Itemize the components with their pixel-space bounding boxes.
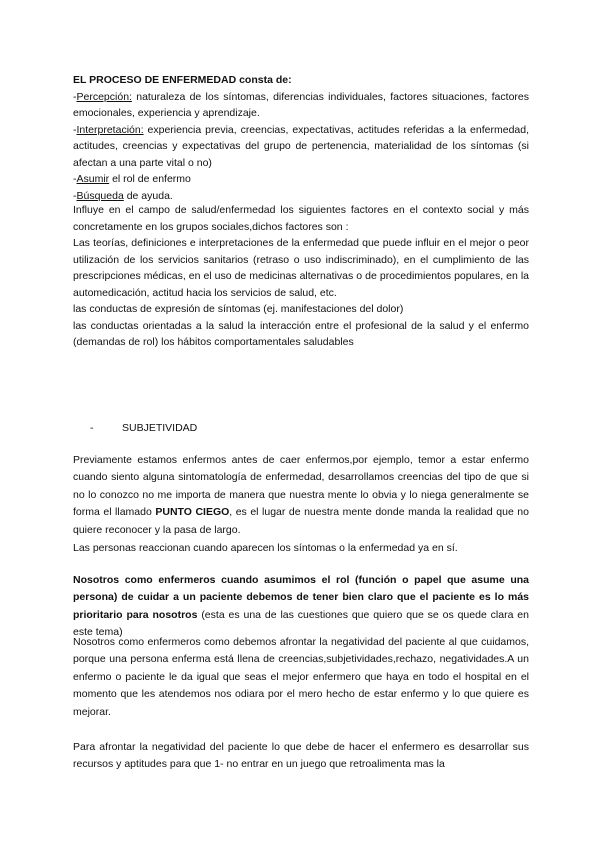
- term-asumir: Asumir: [76, 173, 110, 185]
- item-asumir: [73, 171, 529, 188]
- section-proceso-enfermedad: [73, 72, 529, 204]
- factores-expresion: las conductas de expresión de síntomas (ej. manifestaciones del dolor): [73, 303, 404, 315]
- paragraph-reaccion: [73, 540, 529, 557]
- text-run: (esta es una de las cuestiones que quiero que se os quede clara en este tema): [73, 608, 529, 639]
- item-dash: -: [73, 123, 77, 136]
- subjetividad-title: SUBJETIVIDAD: [122, 422, 198, 434]
- term-percepcion: Percepción:: [76, 90, 132, 103]
- text-run: Las personas reaccionan cuando aparecen los síntomas o la enfermedad ya en sí.: [73, 542, 458, 554]
- factores-intro: Influye en el campo de salud/enfermedad los siguientes factores en el contexto social y más concretamente en los grupos sociales,dichos factores son :: [73, 204, 529, 233]
- text-run: Previamente estamos enfermos antes de caer enfermos,por ejemplo, temor a estar enfermo cuando siento alguna sintomatología de enfermedad, desarrollamos creencias del tipo de que si no lo conozco no me importa de manera que nuestra mente lo obvia y lo niega generalmente se forma el llamado: [73, 454, 529, 519]
- paragraph-afrontar: [73, 739, 529, 774]
- term-interpretacion: Interpretación:: [76, 123, 144, 136]
- bullet-dash: -: [90, 422, 94, 434]
- subjetividad-heading: [90, 420, 510, 437]
- item-text: de ayuda.: [123, 189, 173, 202]
- factores-conductas: las conductas orientadas a la salud la interacción entre el profesional de la salud y el enfermo (demandas de rol) los hábitos comportamentales saludables: [73, 319, 529, 348]
- term-busqueda: Búsqueda: [76, 189, 124, 202]
- item-text: naturaleza de los síntomas, diferencias individuales, factores situaciones, factores emocionales, experiencia y aprendizaje.: [73, 90, 529, 119]
- text-run: , es el lugar de nuestra mente donde manda la realidad que no quiere reconocer y la pasa de largo.: [73, 506, 529, 536]
- paragraph-punto-ciego: [73, 452, 529, 539]
- item-percepcion: [73, 89, 529, 122]
- rol-enfermero-bold: Nosotros como enfermeros cuando asumimos el rol (función o papel que asume una persona) de cuidar a un paciente debemos de tener bien claro que el paciente es lo más prioritario para nosotros: [73, 574, 529, 621]
- item-dash: -: [73, 189, 77, 202]
- item-dash: -: [73, 173, 77, 185]
- item-interpretacion: [73, 122, 529, 172]
- item-text: experiencia previa, creencias, expectativas, actitudes referidas a la enfermedad, actitudes, creencias y expectativas del grupo de pertenencia, materialidad de los síntomas (si afectan a una parte vital o no): [73, 123, 529, 169]
- section-factores: [73, 202, 529, 351]
- factores-teorias: Las teorías, definiciones e interpretaciones de la enfermedad que puede influir en el mejor o peor utilización de los servicios sanitarios (retraso o uso indiscriminado), en el cumplimiento de las prescripciones médicas, en el uso de medicinas alternativas o de procedimientos populares, en la automedicación, actitud hacia los servicios de salud, etc.: [73, 237, 529, 299]
- item-dash: -: [73, 90, 77, 103]
- paragraph-negatividad: [73, 634, 529, 721]
- punto-ciego-term: PUNTO CIEGO: [155, 506, 230, 519]
- section-heading: EL PROCESO DE ENFERMEDAD consta de:: [73, 74, 292, 86]
- item-text: el rol de enfermo: [109, 173, 191, 185]
- paragraph-rol-enfermero: [73, 572, 529, 642]
- text-run: Nosotros como enfermeros como debemos afrontar la negatividad del paciente al que cuidamos, porque una persona enferma está llena de creencias,subjetividades,rechazo, negatividades.A un enfermo o paciente le da igual que seas el mejor enfermero que haya en todo el hospital en el momento que les atendemos nos odiara por el mero hecho de estar enfermo y lo que quiere es mejorar.: [73, 636, 529, 718]
- text-run: Para afrontar la negatividad del paciente lo que debe de hacer el enfermero es desarrollar sus recursos y aptitudes para que 1- no entrar en un juego que retroalimenta mas la: [73, 741, 529, 771]
